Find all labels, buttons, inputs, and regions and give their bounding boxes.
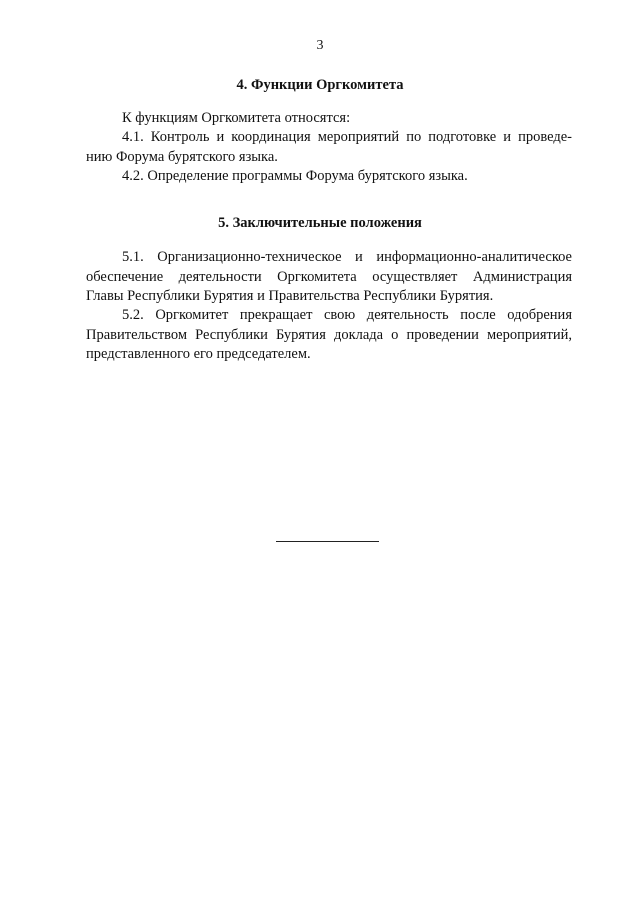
section-4-item-1-line-2: нию Форума бурятского языка. [86,148,278,165]
section-5-item-2-line-3: представленного его председателем. [86,346,311,362]
section-5-item-1-line-1: 5.1. Организационно-техническое и информационно-аналитическое [122,249,572,265]
section-4-heading: 4. Функции Оргкомитета [236,77,404,93]
section-4-intro-text: К функциям Оргкомитета относятся: [122,110,351,126]
section-4-item-1 [86,128,572,167]
section-5-item-2 [86,306,572,365]
section-5-item-1-line-2: обеспечение деятельности Оргкомитета осуществляет Администрация [86,268,572,285]
end-divider-line [276,541,379,542]
section-5-heading: 5. Заключительные положения [218,215,422,231]
section-4-item-2 [86,167,572,187]
section-5-item-2-line-2: Правительством Республики Бурятия доклада о проведении мероприятий, [86,326,572,343]
section-5-item-1 [86,248,572,307]
page-number: 3 [316,38,324,53]
section-5-item-1-line-3: Главы Республики Бурятия и Правительства Республики Бурятия. [86,288,494,304]
section-4-item-1-line-1: 4.1. Контроль и координация мероприятий по подготовке и проведе- [122,129,572,145]
section-5-item-2-line-1: 5.2. Оргкомитет прекращает свою деятельность после одобрения [122,307,572,323]
section-4-intro [86,109,572,129]
section-4-item-2-text: 4.2. Определение программы Форума бурятского языка. [122,168,468,184]
